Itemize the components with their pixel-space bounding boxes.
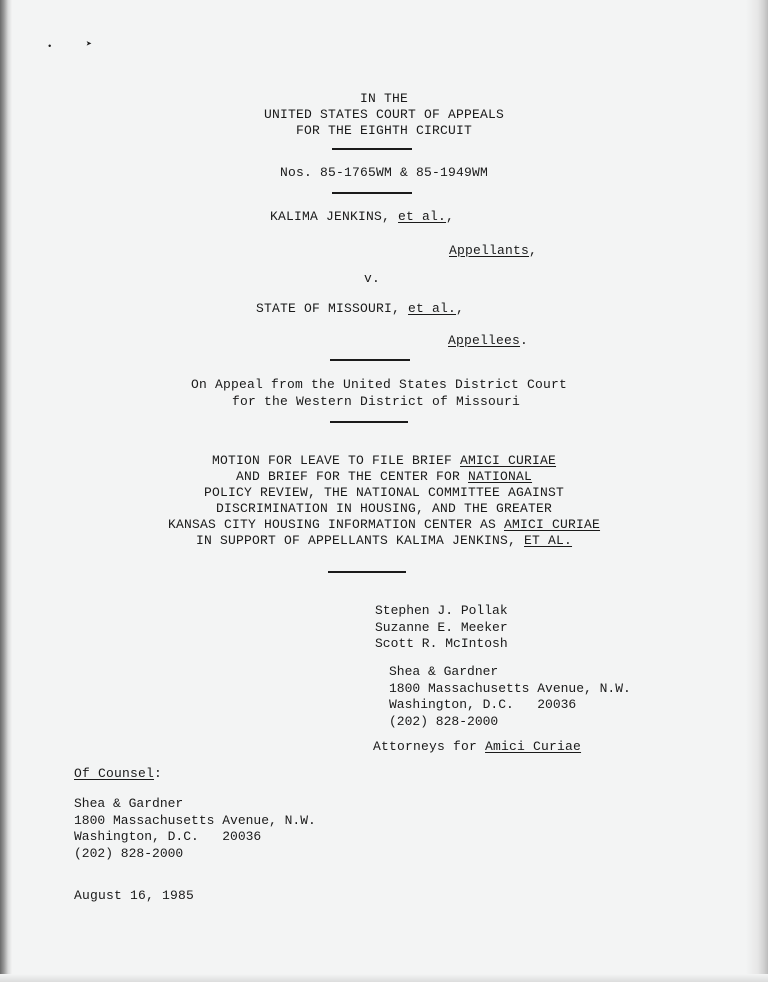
counsel-address: 1800 Massachusetts Avenue, N.W. [74, 812, 316, 828]
court-heading-line-3: FOR THE EIGHTH CIRCUIT [295, 123, 473, 138]
appellee-caption [256, 301, 464, 317]
attorney-name: Scott R. McIntosh [375, 636, 508, 651]
appellees-label [448, 333, 528, 349]
motion-title-et-al: ET AL. [524, 533, 573, 548]
of-counsel-text: Of Counsel [74, 766, 155, 781]
case-numbers: Nos. 85-1765WM & 85-1949WM [279, 165, 489, 180]
firm-name: Shea & Gardner [389, 664, 499, 679]
appeal-line-2: for the Western District of Missouri [232, 394, 521, 409]
court-heading-line-2: UNITED STATES COURT OF APPEALS [263, 107, 505, 122]
motion-title-amici: AMICI CURIAE [504, 517, 601, 532]
counsel-city: Washington, D.C. 20036 [74, 829, 262, 844]
appellees-role-trail: . [520, 333, 529, 348]
counsel-phone: (202) 828-2000 [74, 845, 184, 861]
motion-title-amici: AMICI CURIAE [460, 453, 557, 468]
motion-title-line-3: POLICY REVIEW, THE NATIONAL COMMITTEE AGAINST [203, 485, 565, 500]
attorney-firm-block [389, 664, 631, 730]
motion-title-line-1 [0, 453, 768, 469]
appellants-label [449, 243, 537, 259]
attorneys-for-text: Attorneys for [373, 739, 486, 754]
appellee-et-al: et al. [408, 301, 457, 316]
motion-title-text: AND BRIEF FOR THE CENTER FOR [235, 469, 469, 484]
punch-dot-mark: • [47, 42, 53, 52]
court-heading-line-1: IN THE [359, 91, 408, 106]
divider-rule [330, 359, 410, 361]
attorney-names [375, 603, 508, 653]
scan-edge-bottom [0, 974, 768, 982]
firm-address: 1800 Massachusetts Avenue, N.W. [389, 680, 631, 696]
divider-rule [332, 192, 412, 194]
versus-label: v. [364, 271, 381, 286]
appellee-comma: , [456, 301, 465, 316]
appellant-name: KALIMA JENKINS, [270, 209, 399, 224]
divider-rule [328, 571, 406, 573]
of-counsel-block [74, 796, 316, 862]
attorneys-for-amici: Amici Curiae [485, 739, 582, 754]
motion-title-text: MOTION FOR LEAVE TO FILE BRIEF [211, 453, 461, 468]
appellant-comma: , [446, 209, 455, 224]
divider-rule [332, 148, 412, 150]
attorneys-for-label [373, 739, 581, 755]
divider-rule [330, 421, 408, 423]
firm-city: Washington, D.C. 20036 [389, 697, 577, 712]
motion-title-line-2 [0, 469, 768, 485]
motion-title-text: KANSAS CITY HOUSING INFORMATION CENTER AS [167, 517, 505, 532]
appellees-role: Appellees [448, 333, 521, 348]
appellants-role-trail: , [529, 243, 538, 258]
appeal-line-1: On Appeal from the United States District Court [191, 377, 568, 392]
appellants-role: Appellants [449, 243, 530, 258]
motion-title-national: NATIONAL [468, 469, 533, 484]
counsel-firm: Shea & Gardner [74, 796, 184, 811]
arrow-mark: ➤ [86, 40, 93, 51]
firm-phone: (202) 828-2000 [389, 713, 499, 729]
appellee-name: STATE OF MISSOURI, [256, 301, 409, 316]
attorney-name: Stephen J. Pollak [375, 603, 508, 618]
motion-title-line-5 [0, 517, 768, 533]
of-counsel-heading [74, 766, 162, 782]
of-counsel-colon: : [154, 766, 163, 781]
appellant-et-al: et al. [398, 209, 447, 224]
motion-title-line-6 [0, 533, 768, 549]
motion-title-text: IN SUPPORT OF APPELLANTS KALIMA JENKINS, [195, 533, 525, 548]
attorney-name: Suzanne E. Meeker [375, 619, 508, 635]
motion-title-line-4: DISCRIMINATION IN HOUSING, AND THE GREATER [215, 501, 553, 516]
appellant-caption [270, 209, 454, 225]
filing-date: August 16, 1985 [74, 888, 195, 903]
